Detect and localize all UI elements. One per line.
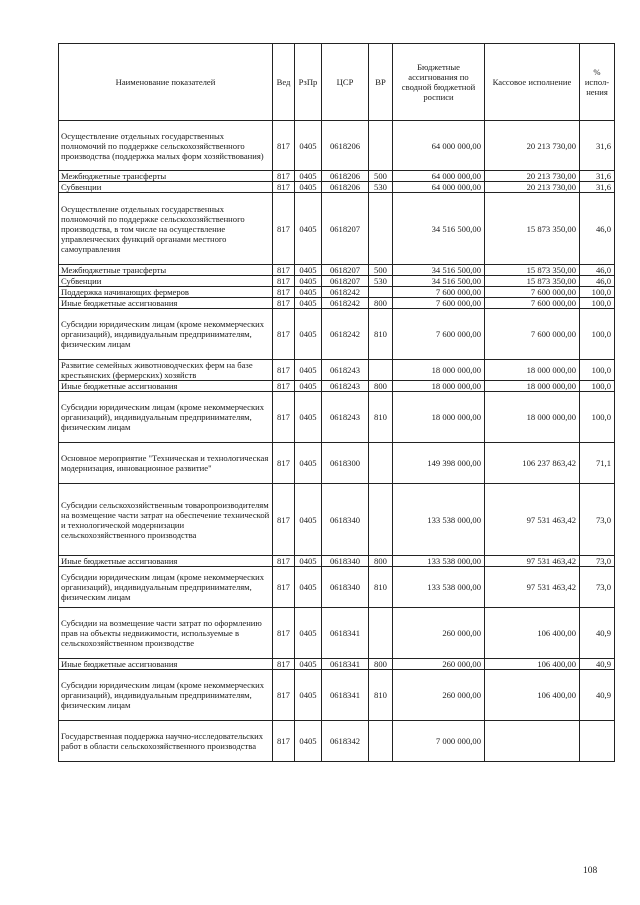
row-budget: 64 000 000,00 [393, 171, 485, 182]
row-name: Иные бюджетные ассигнования [59, 298, 273, 309]
row-pct: 71,1 [580, 443, 615, 484]
header-execution-percent: % испол-нения [580, 44, 615, 121]
row-csr: 0618243 [322, 360, 369, 381]
row-ved: 817 [273, 608, 295, 659]
row-cash: 106 400,00 [485, 670, 580, 721]
budget-table-container [58, 43, 614, 762]
row-rzpr: 0405 [295, 556, 322, 567]
row-vr: 810 [369, 670, 393, 721]
row-rzpr: 0405 [295, 182, 322, 193]
row-pct: 73,0 [580, 567, 615, 608]
row-name: Государственная поддержка научно-исследовательских работ в области сельскохозяйственного производства [59, 721, 273, 762]
row-vr: 800 [369, 556, 393, 567]
row-ved: 817 [273, 443, 295, 484]
row-name: Развитие семейных животноводческих ферм на базе крестьянских (фермерских) хозяйств [59, 360, 273, 381]
row-vr: 810 [369, 392, 393, 443]
row-csr: 0618342 [322, 721, 369, 762]
header-indicator-name: Наименование показателей [59, 44, 273, 121]
header-csr: ЦСР [322, 44, 369, 121]
table-row [59, 182, 615, 193]
row-rzpr: 0405 [295, 381, 322, 392]
row-rzpr: 0405 [295, 171, 322, 182]
row-budget: 34 516 500,00 [393, 265, 485, 276]
table-row [59, 298, 615, 309]
row-budget: 7 600 000,00 [393, 298, 485, 309]
table-row [59, 392, 615, 443]
row-vr [369, 287, 393, 298]
row-name: Иные бюджетные ассигнования [59, 556, 273, 567]
row-csr: 0618242 [322, 287, 369, 298]
row-rzpr: 0405 [295, 298, 322, 309]
row-pct: 100,0 [580, 392, 615, 443]
row-pct: 46,0 [580, 276, 615, 287]
table-row [59, 309, 615, 360]
row-budget: 7 600 000,00 [393, 309, 485, 360]
header-vr: ВР [369, 44, 393, 121]
row-rzpr: 0405 [295, 670, 322, 721]
row-rzpr: 0405 [295, 608, 322, 659]
row-rzpr: 0405 [295, 659, 322, 670]
row-ved: 817 [273, 182, 295, 193]
table-row [59, 287, 615, 298]
row-pct: 73,0 [580, 484, 615, 556]
row-name: Субсидии сельскохозяйственным товаропроизводителям на возмещение части затрат на обеспечение технической и технологической модернизации сельскохозяйственного производства [59, 484, 273, 556]
row-pct: 100,0 [580, 381, 615, 392]
row-vr: 530 [369, 182, 393, 193]
row-pct: 100,0 [580, 298, 615, 309]
row-ved: 817 [273, 309, 295, 360]
row-rzpr: 0405 [295, 121, 322, 171]
row-budget: 133 538 000,00 [393, 556, 485, 567]
row-vr [369, 721, 393, 762]
row-name: Субсидии юридическим лицам (кроме некоммерческих организаций), индивидуальным предпринимателям, физическим лицам [59, 567, 273, 608]
row-ved: 817 [273, 721, 295, 762]
row-csr: 0618243 [322, 381, 369, 392]
row-pct: 31,6 [580, 182, 615, 193]
header-cash-execution: Кассовое исполнение [485, 44, 580, 121]
row-budget: 149 398 000,00 [393, 443, 485, 484]
row-vr: 500 [369, 171, 393, 182]
row-rzpr: 0405 [295, 309, 322, 360]
row-vr: 800 [369, 659, 393, 670]
row-budget: 34 516 500,00 [393, 193, 485, 265]
row-pct: 31,6 [580, 121, 615, 171]
row-csr: 0618341 [322, 659, 369, 670]
row-csr: 0618341 [322, 670, 369, 721]
row-csr: 0618206 [322, 182, 369, 193]
row-ved: 817 [273, 121, 295, 171]
row-cash: 20 213 730,00 [485, 171, 580, 182]
row-cash: 106 400,00 [485, 608, 580, 659]
row-ved: 817 [273, 265, 295, 276]
row-vr [369, 484, 393, 556]
row-pct: 46,0 [580, 265, 615, 276]
table-row [59, 360, 615, 381]
row-name: Основное мероприятие "Техническая и технологическая модернизация, инновационное развитие" [59, 443, 273, 484]
row-pct: 100,0 [580, 287, 615, 298]
table-row [59, 276, 615, 287]
table-body [59, 121, 615, 762]
table-row [59, 659, 615, 670]
row-name: Субсидии на возмещение части затрат по оформлению прав на объекты недвижимости, используемые в сельскохозяйственном производстве [59, 608, 273, 659]
table-row [59, 567, 615, 608]
table-row [59, 381, 615, 392]
row-ved: 817 [273, 484, 295, 556]
row-ved: 817 [273, 659, 295, 670]
row-csr: 0618207 [322, 193, 369, 265]
row-vr: 530 [369, 276, 393, 287]
row-cash: 106 400,00 [485, 659, 580, 670]
row-ved: 817 [273, 567, 295, 608]
row-name: Субсидии юридическим лицам (кроме некоммерческих организаций), индивидуальным предпринимателям, физическим лицам [59, 392, 273, 443]
row-ved: 817 [273, 381, 295, 392]
row-vr [369, 608, 393, 659]
row-rzpr: 0405 [295, 392, 322, 443]
page-number: 108 [583, 866, 598, 876]
row-budget: 64 000 000,00 [393, 121, 485, 171]
row-name: Субсидии юридическим лицам (кроме некоммерческих организаций), индивидуальным предпринимателям, физическим лицам [59, 670, 273, 721]
row-csr: 0618340 [322, 567, 369, 608]
row-ved: 817 [273, 298, 295, 309]
row-csr: 0618207 [322, 276, 369, 287]
row-vr: 810 [369, 567, 393, 608]
row-ved: 817 [273, 276, 295, 287]
row-cash: 7 600 000,00 [485, 298, 580, 309]
row-pct: 46,0 [580, 193, 615, 265]
row-rzpr: 0405 [295, 276, 322, 287]
row-budget: 34 516 500,00 [393, 276, 485, 287]
row-name: Межбюджетные трансферты [59, 171, 273, 182]
row-vr: 800 [369, 298, 393, 309]
row-csr: 0618340 [322, 484, 369, 556]
table-row [59, 484, 615, 556]
row-budget: 7 600 000,00 [393, 287, 485, 298]
row-cash: 20 213 730,00 [485, 121, 580, 171]
row-name: Межбюджетные трансферты [59, 265, 273, 276]
row-ved: 817 [273, 670, 295, 721]
row-csr: 0618206 [322, 171, 369, 182]
row-vr [369, 443, 393, 484]
row-csr: 0618242 [322, 298, 369, 309]
row-rzpr: 0405 [295, 287, 322, 298]
row-vr: 500 [369, 265, 393, 276]
row-pct: 73,0 [580, 556, 615, 567]
row-vr: 800 [369, 381, 393, 392]
row-ved: 817 [273, 193, 295, 265]
row-name: Иные бюджетные ассигнования [59, 659, 273, 670]
row-cash: 97 531 463,42 [485, 556, 580, 567]
row-rzpr: 0405 [295, 484, 322, 556]
row-ved: 817 [273, 556, 295, 567]
row-pct: 40,9 [580, 670, 615, 721]
row-cash: 18 000 000,00 [485, 360, 580, 381]
table-row [59, 670, 615, 721]
row-name: Поддержка начинающих фермеров [59, 287, 273, 298]
row-csr: 0618207 [322, 265, 369, 276]
table-row [59, 443, 615, 484]
header-rzpr: РзПр [295, 44, 322, 121]
row-csr: 0618243 [322, 392, 369, 443]
row-name: Иные бюджетные ассигнования [59, 381, 273, 392]
row-budget: 260 000,00 [393, 670, 485, 721]
row-name: Субвенции [59, 182, 273, 193]
row-cash: 106 237 863,42 [485, 443, 580, 484]
row-vr: 810 [369, 309, 393, 360]
row-cash: 7 600 000,00 [485, 287, 580, 298]
row-csr: 0618206 [322, 121, 369, 171]
row-ved: 817 [273, 392, 295, 443]
row-budget: 260 000,00 [393, 659, 485, 670]
row-cash: 15 873 350,00 [485, 276, 580, 287]
table-row [59, 121, 615, 171]
row-rzpr: 0405 [295, 567, 322, 608]
row-cash: 97 531 463,42 [485, 567, 580, 608]
row-cash: 15 873 350,00 [485, 265, 580, 276]
row-cash [485, 721, 580, 762]
row-pct: 40,9 [580, 608, 615, 659]
row-rzpr: 0405 [295, 193, 322, 265]
row-csr: 0618340 [322, 556, 369, 567]
row-cash: 20 213 730,00 [485, 182, 580, 193]
row-pct [580, 721, 615, 762]
row-vr [369, 360, 393, 381]
header-budget-allocations: Бюджетные ассигнования по сводной бюджетной росписи [393, 44, 485, 121]
row-name: Осуществление отдельных государственных полномочий по поддержке сельскохозяйственного производства (поддержка малых форм хозяйствования) [59, 121, 273, 171]
table-row [59, 556, 615, 567]
row-pct: 100,0 [580, 360, 615, 381]
row-rzpr: 0405 [295, 443, 322, 484]
row-ved: 817 [273, 360, 295, 381]
budget-execution-table [58, 43, 615, 762]
row-ved: 817 [273, 287, 295, 298]
row-cash: 18 000 000,00 [485, 381, 580, 392]
row-csr: 0618341 [322, 608, 369, 659]
header-ved: Вед [273, 44, 295, 121]
row-vr [369, 193, 393, 265]
row-vr [369, 121, 393, 171]
row-name: Осуществление отдельных государственных полномочий по поддержке сельскохозяйственного производства, в том числе на осуществление управленческих функций органами местного самоуправления [59, 193, 273, 265]
row-ved: 817 [273, 171, 295, 182]
row-name: Субсидии юридическим лицам (кроме некоммерческих организаций), индивидуальным предпринимателям, физическим лицам [59, 309, 273, 360]
table-header-row [59, 44, 615, 121]
row-cash: 7 600 000,00 [485, 309, 580, 360]
row-budget: 64 000 000,00 [393, 182, 485, 193]
row-rzpr: 0405 [295, 360, 322, 381]
row-pct: 40,9 [580, 659, 615, 670]
row-budget: 18 000 000,00 [393, 360, 485, 381]
row-pct: 100,0 [580, 309, 615, 360]
row-budget: 7 000 000,00 [393, 721, 485, 762]
row-pct: 31,6 [580, 171, 615, 182]
row-budget: 260 000,00 [393, 608, 485, 659]
row-cash: 15 873 350,00 [485, 193, 580, 265]
table-row [59, 721, 615, 762]
row-name: Субвенции [59, 276, 273, 287]
row-rzpr: 0405 [295, 265, 322, 276]
table-row [59, 265, 615, 276]
row-budget: 18 000 000,00 [393, 381, 485, 392]
row-budget: 18 000 000,00 [393, 392, 485, 443]
row-rzpr: 0405 [295, 721, 322, 762]
table-row [59, 193, 615, 265]
row-cash: 97 531 463,42 [485, 484, 580, 556]
table-row [59, 608, 615, 659]
table-row [59, 171, 615, 182]
row-budget: 133 538 000,00 [393, 567, 485, 608]
row-csr: 0618242 [322, 309, 369, 360]
row-cash: 18 000 000,00 [485, 392, 580, 443]
row-csr: 0618300 [322, 443, 369, 484]
row-budget: 133 538 000,00 [393, 484, 485, 556]
